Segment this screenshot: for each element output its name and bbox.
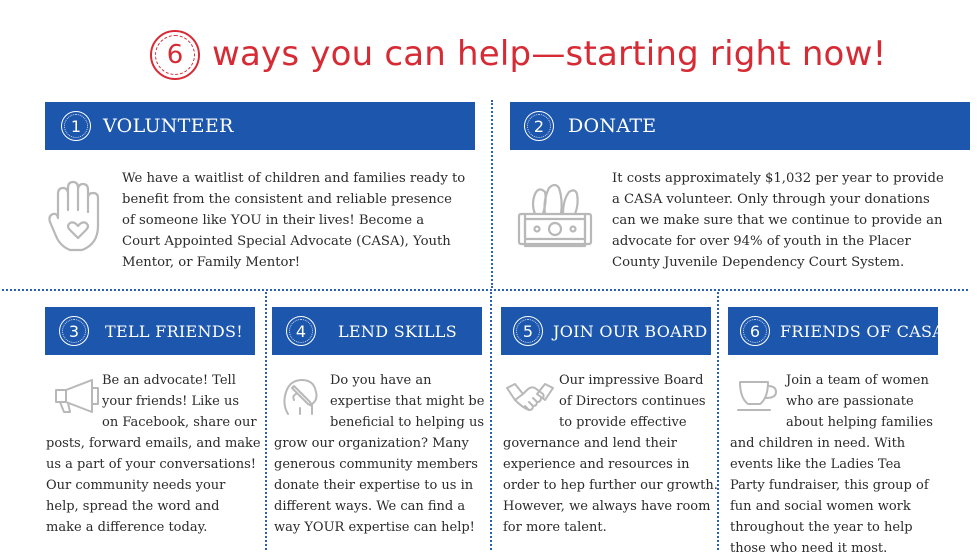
section-body-join-board <box>503 370 718 538</box>
body-line: Party fundraiser, this group of <box>730 478 929 493</box>
body-line: benefit from the consistent and reliable presence <box>122 192 452 207</box>
body-line: experience and resources in <box>503 457 690 472</box>
section-bar-volunteer <box>45 102 475 150</box>
body-line: County Juvenile Dependency Court System. <box>612 255 905 270</box>
body-line: and children in need. With <box>730 436 906 451</box>
body-line: to provide effective <box>559 415 687 430</box>
body-line: order to hep further our growth. <box>503 478 718 493</box>
body-line: However, we always have room <box>503 499 711 514</box>
body-line: of Directors continues <box>559 394 706 409</box>
section-bar-donate <box>510 102 970 150</box>
section-heading: TELL FRIENDS! <box>105 321 243 341</box>
body-line: fun and social women work <box>730 499 911 514</box>
body-line: make a difference today. <box>46 520 208 535</box>
section-bar-join-board <box>501 307 711 355</box>
body-line: those who need it most. <box>730 541 888 552</box>
body-line: way YOUR expertise can help! <box>274 520 475 535</box>
section-heading: FRIENDS OF CASA <box>780 321 945 341</box>
body-line: different ways. We can find a <box>274 499 466 514</box>
section-bar-friends-of-casa <box>728 307 945 355</box>
section-number-badge: 1 <box>61 111 91 141</box>
body-line: Court Appointed Special Advocate (CASA), Youth <box>122 234 451 249</box>
body-line: who are passionate <box>786 394 914 409</box>
body-line: grow our organization? Many <box>274 436 469 451</box>
body-line: throughout the year to help <box>730 520 913 535</box>
section-number-badge: 6 <box>740 316 770 346</box>
section-body-donate <box>612 168 944 273</box>
body-line: donate their expertise to us in <box>274 478 474 493</box>
page-header <box>0 26 980 86</box>
body-line: beneficial to helping us <box>330 415 484 430</box>
section-number-badge: 3 <box>59 316 89 346</box>
body-line: Mentor, or Family Mentor! <box>122 255 301 270</box>
section-body-friends-of-casa <box>730 370 933 552</box>
section-number-badge: 5 <box>513 316 543 346</box>
money-icon <box>517 180 593 250</box>
body-line: help, spread the word and <box>46 499 220 514</box>
section-body-volunteer <box>122 168 465 273</box>
body-line: advocate for over 94% of youth in the Placer <box>612 234 911 249</box>
body-line: generous community members <box>274 457 478 472</box>
body-line: posts, forward emails, and make <box>46 436 261 451</box>
body-line: We have a waitlist of children and families ready to <box>122 171 466 186</box>
divider-vertical-top <box>491 100 493 288</box>
section-number-badge: 4 <box>286 316 316 346</box>
section-body-lend-skills <box>274 370 484 538</box>
body-line: events like the Ladies Tea <box>730 457 902 472</box>
body-line: a CASA volunteer. Only through your donations <box>612 192 930 207</box>
body-line: of someone like YOU in their lives! Become a <box>122 213 425 228</box>
section-bar-lend-skills <box>272 307 482 355</box>
section-number-badge: 2 <box>524 111 554 141</box>
section-heading: VOLUNTEER <box>103 115 234 137</box>
title-number-badge: 6 <box>150 30 200 80</box>
section-body-tell-friends <box>46 370 261 538</box>
body-line: Do you have an <box>330 373 432 388</box>
body-line: Our community needs your <box>46 478 226 493</box>
body-line: for more talent. <box>503 520 607 535</box>
section-heading: JOIN OUR BOARD <box>553 321 708 341</box>
body-line: us a part of your conversations! <box>46 457 256 472</box>
body-line: expertise that might be <box>330 394 485 409</box>
body-line: on Facebook, share our <box>102 415 257 430</box>
body-line: can we make sure that we continue to provide an <box>612 213 943 228</box>
section-heading: LEND SKILLS <box>338 321 457 341</box>
body-line: Our impressive Board <box>559 373 704 388</box>
section-heading: DONATE <box>568 115 657 137</box>
divider-horizontal <box>2 289 968 291</box>
body-line: governance and lend their <box>503 436 677 451</box>
body-line: Be an advocate! Tell <box>102 373 236 388</box>
body-line: about helping families <box>786 415 933 430</box>
body-line: It costs approximately $1,032 per year to provide <box>612 171 944 186</box>
divider-vertical-2 <box>490 292 492 550</box>
divider-vertical-1 <box>265 292 267 550</box>
page-title: ways you can help—starting right now! <box>212 34 887 74</box>
body-line: your friends! Like us <box>102 394 240 409</box>
body-line: Join a team of women <box>786 373 929 388</box>
hand-heart-icon <box>46 180 106 254</box>
section-bar-tell-friends <box>45 307 255 355</box>
